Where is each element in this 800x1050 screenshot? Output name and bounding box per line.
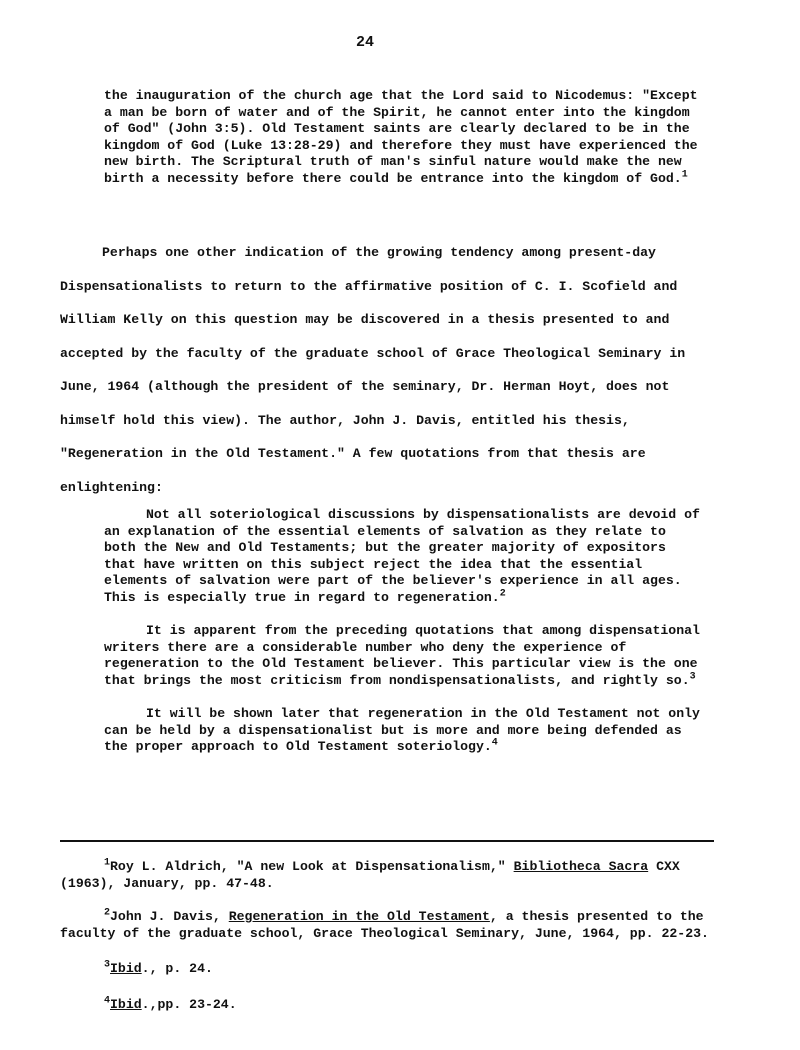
top-block-quote — [104, 88, 704, 187]
page-number: 24 — [355, 34, 374, 51]
footnote-number: 2 — [104, 907, 111, 919]
top-quote-paragraph — [104, 88, 704, 187]
thesis-quote-paragraph-2 — [104, 623, 704, 689]
footnote-text: Roy L. Aldrich, "A new Look at Dispensationalism," — [110, 859, 514, 874]
footnote-marker: 1 — [681, 169, 688, 181]
footnote-number: 1 — [104, 857, 111, 869]
thesis-quote-paragraph-3 — [104, 706, 704, 756]
footnote-marker: 3 — [689, 671, 696, 683]
footnote-text: CXX (1963), January, pp. 47-48. — [60, 859, 680, 891]
footnote-title: Regeneration in the Old Testament — [228, 909, 490, 924]
thesis-quote-text: It will be shown later that regeneration in the Old Testament not only can be held by a dispensationalist but is more and more being defended as the proper approach to Old Testament soteriology. — [104, 706, 700, 754]
body-paragraph-text: Perhaps one other indication of the growing tendency among present-day Dispensationalists to return to the affirmative position of C. I. Scofield and William Kelly on this question may be discovered in a thesis presented to and accepted by the faculty of the graduate school of Grace Theological Seminary in June, 1964 (although the president of the seminary, Dr. Herman Hoyt, does not himself hold this view). The author, John J. Davis, entitled his thesis, "Regeneration in the Old Testament." A few quotations from that thesis are enlightening: — [60, 245, 686, 495]
footnote-text: ., p. 24. — [141, 961, 213, 976]
footnote-title: Ibid — [110, 997, 142, 1012]
thesis-block-quote — [104, 507, 704, 756]
footnote-3 — [104, 960, 213, 977]
top-quote-text: the inauguration of the church age that the Lord said to Nicodemus: "Except a man be born of water and of the Spirit, he cannot enter into the kingdom of God" (John 3:5). Old Testament saints are clearly declared to be in the kingdom of God (Luke 13:28-29) and therefore they must have experienced the new birth. The Scriptural truth of man's sinful nature would make the new birth a necessity before there could be entrance into the kingdom of God. — [104, 88, 698, 186]
footnote-separator-rule — [60, 840, 714, 842]
footnote-text: John J. Davis, — [110, 909, 229, 924]
footnote-text: , a thesis presented to the faculty of the graduate school, Grace Theological Seminary, June, 1964, pp. 22-23. — [60, 909, 709, 941]
footnote-1 — [60, 858, 740, 892]
thesis-quote-paragraph-1 — [104, 507, 704, 606]
footnote-number: 4 — [104, 995, 111, 1007]
footnote-number: 3 — [104, 959, 111, 971]
footnote-title: Bibliotheca Sacra — [513, 859, 649, 874]
footnote-text: .,pp. 23-24. — [141, 997, 237, 1012]
footnote-title: Ibid — [110, 961, 142, 976]
body-paragraph — [60, 236, 720, 504]
footnote-2 — [60, 908, 750, 942]
footnote-marker: 2 — [499, 588, 506, 600]
thesis-quote-text: Not all soteriological discussions by dispensationalists are devoid of an explanation of the essential elements of salvation as they relate to both the New and Old Testaments; but the greater majority of expositors that have written on this subject reject the idea that the essential elements of salvation were part of the believer's experience in all ages. This is especially true in regard to regeneration. — [104, 507, 700, 605]
thesis-quote-text: It is apparent from the preceding quotations that among dispensational writers there are a considerable number who deny the experience of regeneration to the Old Testament believer. This particular view is the one that brings the most criticism from nondispensationalists, and rightly so. — [104, 623, 700, 688]
footnote-marker: 4 — [491, 737, 498, 749]
footnote-4 — [104, 996, 237, 1013]
